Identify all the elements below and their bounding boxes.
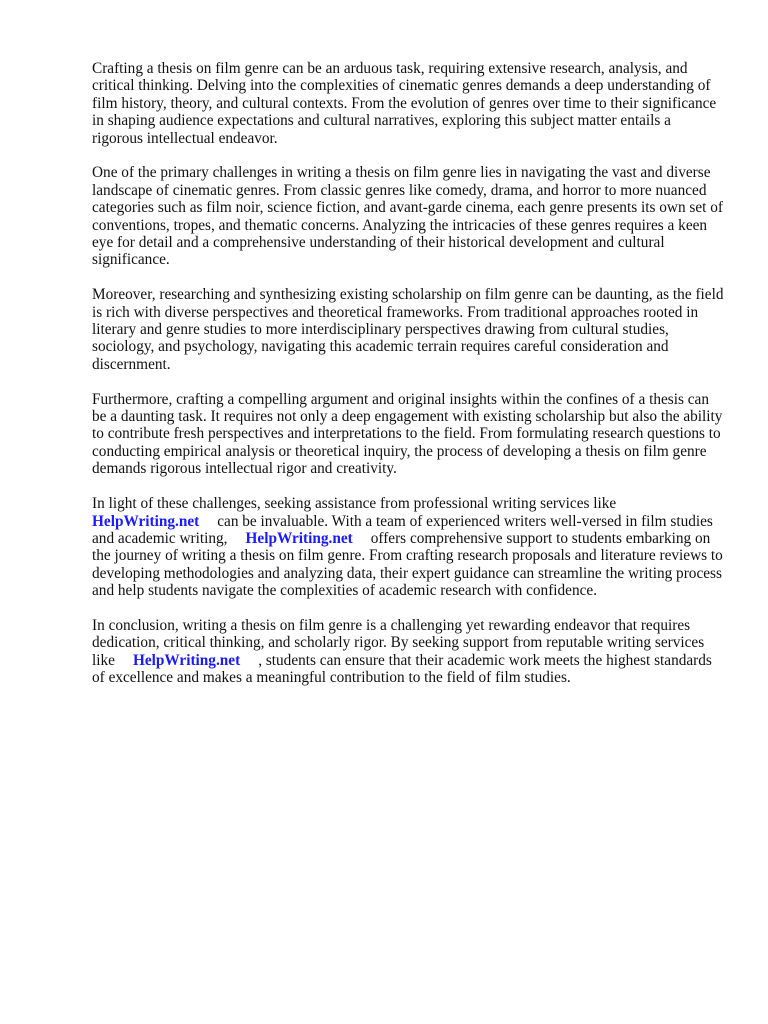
document-page	[92, 60, 724, 704]
paragraph-challenges: One of the primary challenges in writing a thesis on film genre lies in navigating the vast and diverse landscape of cinematic genres. From classic genres like comedy, drama, and horror to more nuanced categories such as film noir, science fiction, and avant-garde cinema, each genre presents its own set of conventions, tropes, and thematic concerns. Analyzing the intricacies of these genres requires a keen eye for detail and a comprehensive understanding of their historical development and cultural significance.	[92, 164, 723, 269]
paragraph-text: In conclusion, writing a thesis on film genre is a challenging yet rewarding endeavor that requires dedication, critical thinking, and scholarly rigor. By seeking support from reputable writing services like	[92, 616, 705, 669]
helpwriting-link[interactable]: HelpWriting.net	[92, 512, 200, 530]
paragraph-argument: Furthermore, crafting a compelling argument and original insights within the confines of a thesis can be a daunting task. It requires not only a deep engagement with existing scholarship but also the ability to contribute fresh perspectives and interpretations to the field. From formulating research questions to conducting empirical analysis or theoretical inquiry, the process of developing a thesis on film genre demands rigorous intellectual rigor and creativity.	[92, 390, 723, 478]
paragraph-text: offers comprehensive support to students embarking on the journey of writing a thesis on film genre. From crafting research proposals and literature reviews to developing methodologies and analyzing data, their expert guidance can streamline the writing process and help students navigate the complexities of academic research with confidence.	[92, 529, 723, 600]
paragraph-conclusion	[92, 617, 724, 687]
paragraph-text: , students can ensure that their academic work meets the highest standards of excellence and makes a meaningful contribution to the field of film studies.	[92, 651, 712, 687]
paragraph-text: In light of these challenges, seeking assistance from professional writing services like	[92, 495, 617, 513]
helpwriting-link[interactable]: HelpWriting.net	[132, 651, 241, 669]
paragraph-text: can be invaluable. With a team of experienced writers well-versed in film studies and academic writing,	[92, 512, 713, 547]
paragraph-intro: Crafting a thesis on film genre can be an arduous task, requiring extensive research, analysis, and critical thinking. Delving into the complexities of cinematic genres demands a deep understanding of film history, theory, and cultural contexts. From the evolution of genres over time to their significance in shaping audience expectations and cultural narratives, exploring this subject matter entails a rigorous intellectual endeavor.	[92, 60, 717, 147]
helpwriting-link[interactable]: HelpWriting.net	[245, 529, 353, 547]
paragraph-assistance	[92, 495, 724, 599]
paragraph-scholarship: Moreover, researching and synthesizing existing scholarship on film genre can be daunting, as the field is rich with diverse perspectives and theoretical frameworks. From traditional approaches rooted in literary and genre studies to more interdisciplinary perspectives drawing from cultural studies, sociology, and psychology, navigating this academic terrain requires careful consideration and discernment.	[92, 286, 724, 373]
